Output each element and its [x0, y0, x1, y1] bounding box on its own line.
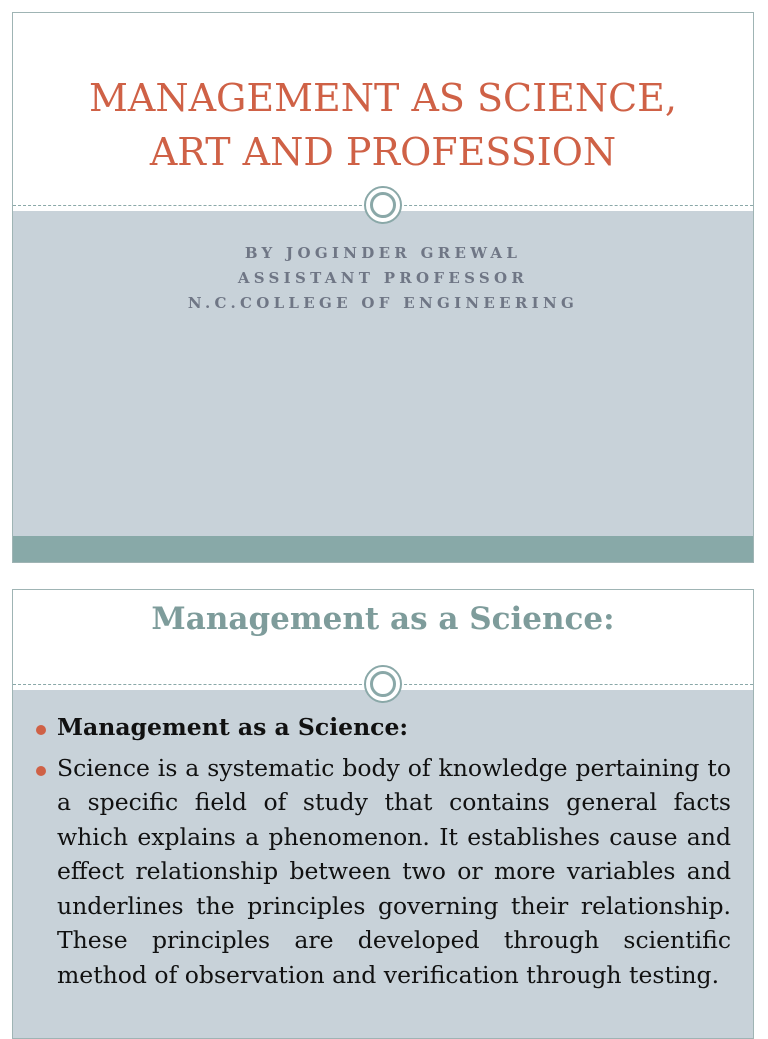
- footer-band: [13, 536, 753, 563]
- author-name: BY JOGINDER GREWAL: [244, 244, 522, 262]
- author-byline: [13, 241, 753, 316]
- content-slide: [12, 589, 754, 1039]
- bullet-body-text: Science is a systematic body of knowledge pertaining to a specific field of study that contains general facts which explains a phenomenon. It establishes cause and effect relationship between two or more variables and underlines the principles governing their relationship. These principles are developed through scientific method of observation and verification through testing.: [57, 753, 731, 989]
- title-line-2: ART AND PROFESSION: [149, 130, 617, 174]
- ring-ornament-icon: [364, 186, 402, 224]
- slide-title: Management as a Science:: [151, 601, 615, 637]
- bullet-dot-icon: [36, 766, 46, 776]
- author-position: ASSISTANT PROFESSOR: [237, 269, 529, 287]
- title-slide: [12, 12, 754, 563]
- bullet-list: [34, 710, 731, 998]
- bullet-dot-icon: [36, 725, 46, 735]
- title-line-1: MANAGEMENT AS SCIENCE,: [88, 76, 678, 120]
- bullet-heading: Management as a Science:: [57, 713, 409, 741]
- ring-ornament-icon: [364, 665, 402, 703]
- author-institution: N.C.COLLEGE OF ENGINEERING: [187, 294, 579, 312]
- bullet-item: [34, 710, 731, 745]
- title-area: [13, 13, 753, 205]
- bullet-item: [34, 751, 731, 993]
- presentation-title: [13, 71, 753, 179]
